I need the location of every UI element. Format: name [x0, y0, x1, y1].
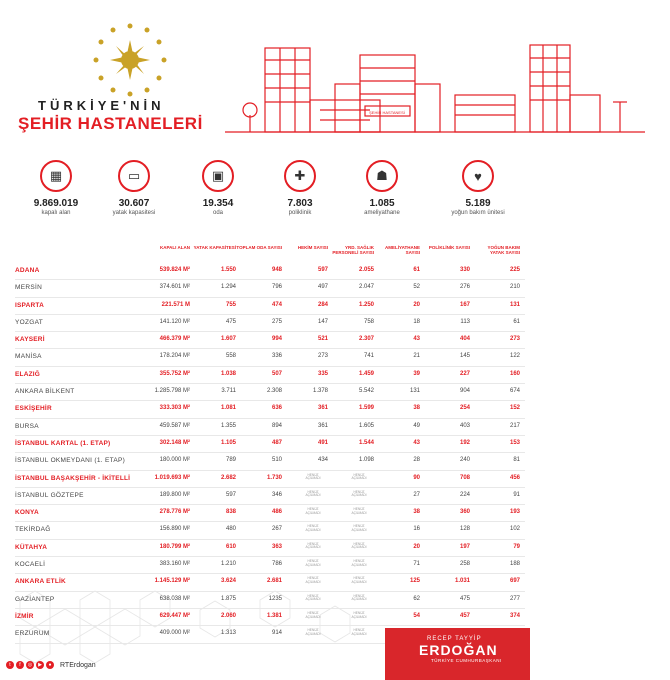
table-cell: 335 [317, 370, 328, 377]
pending-cell: HENÜZ AÇILMADI [351, 593, 367, 602]
table-cell: 1.019.693 M² [154, 474, 190, 481]
social-links [6, 661, 96, 669]
table-cell: 79 [513, 543, 520, 550]
table-cell: 1.081 [220, 405, 236, 412]
table-cell: 610 [225, 543, 236, 550]
pending-cell: HENÜZ AÇILMADI [351, 610, 367, 619]
table-cell: 894 [271, 422, 282, 429]
stat-label: poliklinik [288, 210, 312, 216]
table-cell: 2.682 [220, 474, 236, 481]
table-row [15, 505, 525, 522]
table-cell: 1.378 [312, 388, 328, 395]
table-cell: 1.031 [454, 578, 470, 585]
signature-first-name: RECEP TAYYİP [427, 636, 482, 642]
table-cell: 197 [459, 543, 470, 550]
table-cell: 510 [271, 457, 282, 464]
table-row [15, 349, 525, 366]
table-cell: 638.038 M² [159, 595, 190, 602]
pending-cell: HENÜZ AÇILMADI [351, 559, 367, 567]
table-cell: 224 [459, 491, 470, 498]
table-cell: 457 [459, 612, 470, 619]
table-cell: 3.711 [221, 388, 236, 395]
hospital-name: İSTANBUL GÖZTEPE [15, 491, 84, 499]
table-cell: 188 [509, 561, 520, 568]
table-cell: 28 [413, 457, 420, 464]
twitter-icon[interactable]: t [6, 661, 14, 669]
table-cell: 1.550 [220, 267, 236, 273]
table-cell: 20 [413, 543, 420, 550]
table-cell: 629.447 M² [159, 612, 190, 619]
table-cell: 71 [413, 561, 420, 568]
pending-cell: HENÜZ AÇILMADI [351, 507, 367, 515]
table-cell: 786 [271, 561, 282, 568]
table-row [15, 540, 525, 557]
table-cell: 5.542 [358, 388, 374, 395]
table-cell: 52 [413, 284, 420, 291]
table-cell: 361 [317, 422, 328, 429]
column-header: KAPALI ALAN [160, 245, 190, 250]
table-cell: 456 [509, 474, 520, 481]
table-cell: 404 [459, 336, 470, 343]
facebook-icon[interactable]: f [16, 661, 24, 669]
table-cell: 1.105 [220, 439, 236, 446]
table-cell: 361 [317, 405, 328, 412]
pending-cell: HENÜZ AÇILMADI [305, 559, 321, 567]
table-cell: 383.160 M² [159, 561, 190, 568]
table-row [15, 471, 525, 488]
table-row [15, 315, 525, 332]
table-cell: 333.303 M² [159, 405, 190, 412]
hospital-name: TEKİRDAĞ [15, 526, 51, 534]
table-cell: 1.459 [358, 370, 374, 377]
table-cell: 741 [363, 353, 374, 360]
table-row [15, 367, 525, 384]
column-header: YOĞUN BAKIM YATAK SAYISI [487, 245, 520, 255]
table-cell: 38 [413, 509, 420, 516]
table-cell: 240 [459, 457, 470, 464]
hospital-name: GAZİANTEP [15, 595, 55, 603]
hospital-name: İSTANBUL BAŞAKŞEHİR - İKİTELLİ [15, 474, 131, 482]
table-cell: 1.875 [220, 595, 236, 602]
table-row [15, 263, 525, 280]
table-cell: 1.599 [358, 405, 374, 412]
hospital-name: KONYA [15, 509, 39, 517]
table-cell: 914 [271, 630, 282, 637]
table-cell: 91 [513, 491, 520, 498]
table-cell: 54 [413, 612, 420, 619]
table-cell: 16 [413, 526, 420, 533]
header [0, 0, 670, 150]
table-cell: 838 [225, 509, 236, 516]
table-cell: 507 [271, 370, 282, 377]
table-cell: 2.308 [266, 388, 282, 395]
table-cell: 2.060 [220, 612, 236, 619]
signature [395, 636, 502, 663]
table-cell: 363 [271, 543, 282, 550]
hospital-name: KAYSERİ [15, 336, 45, 344]
hospital-name: ISPARTA [15, 301, 44, 309]
table-row [15, 401, 525, 418]
table-cell: 521 [317, 336, 328, 343]
table-cell: 904 [459, 388, 470, 395]
table-cell: 2.055 [358, 267, 374, 273]
stat-value: 19.354 [202, 198, 234, 209]
building-sign: ŞEHİR HASTANESİ [369, 110, 405, 115]
hospital-name: ANKARA BİLKENT [15, 388, 75, 396]
table-cell: 221.571 M [161, 301, 190, 308]
table-cell: 147 [317, 318, 328, 325]
table-cell: 558 [225, 353, 236, 360]
pending-cell: HENÜZ AÇILMADI [305, 541, 321, 550]
table-cell: 597 [317, 267, 328, 273]
table-cell: 27 [413, 491, 420, 498]
table-cell: 1.210 [220, 561, 236, 568]
stat-value: 30.607 [118, 198, 150, 209]
table-cell: 131 [509, 301, 520, 308]
hospitals-table [15, 245, 525, 644]
table-cell: 278.776 M² [159, 509, 190, 516]
table-cell: 273 [317, 353, 328, 360]
table-cell: 1.607 [220, 336, 236, 343]
pending-cell: HENÜZ AÇILMADI [351, 489, 367, 498]
table-cell: 994 [271, 336, 282, 343]
table-cell: 277 [509, 595, 520, 602]
table-cell: 284 [317, 301, 328, 308]
table-cell: 948 [271, 267, 282, 273]
table-cell: 355.752 M² [159, 370, 190, 377]
room-icon: ▣ [202, 160, 234, 192]
pending-cell: HENÜZ AÇILMADI [351, 576, 367, 584]
table-cell: 336 [271, 353, 282, 360]
pending-cell: HENÜZ AÇILMADI [305, 507, 321, 515]
table-cell: 491 [317, 439, 328, 446]
table-row [15, 280, 525, 297]
table-cell: 475 [225, 318, 236, 325]
table-cell: 273 [509, 336, 520, 343]
table-cell: 708 [459, 474, 470, 481]
table-cell: 758 [363, 318, 374, 325]
bed-icon: ▭ [118, 160, 150, 192]
table-cell: 475 [459, 595, 470, 602]
table-cell: 178.204 M² [159, 353, 190, 360]
table-cell: 674 [509, 388, 520, 395]
table-cell: 486 [271, 509, 282, 516]
hospital-name: KÜTAHYA [15, 543, 48, 551]
stat-label: kapalı alan [41, 210, 71, 216]
table-cell: 122 [509, 353, 520, 360]
table-cell: 1.145.129 M² [154, 578, 190, 585]
table-cell: 1.294 [220, 284, 236, 291]
table-cell: 1.038 [220, 370, 236, 377]
stat-label: ameliyathane [364, 210, 400, 216]
table-cell: 3.624 [220, 578, 236, 585]
hospital-name: KOCAELİ [15, 561, 46, 569]
table-cell: 474 [271, 301, 282, 308]
hospital-name: ERZURUM [15, 630, 50, 638]
pending-cell: HENÜZ AÇILMADI [305, 524, 321, 533]
table-cell: 128 [459, 526, 470, 533]
table-header [15, 245, 525, 263]
table-row [15, 488, 525, 505]
pending-cell: HENÜZ AÇILMADI [351, 628, 367, 636]
table-row [15, 557, 525, 574]
surgery-icon: ☗ [366, 160, 398, 192]
table-cell: 1.250 [358, 301, 374, 308]
periscope-icon[interactable]: ● [46, 661, 54, 669]
table-cell: 1.605 [358, 422, 374, 429]
stat-icu [428, 160, 528, 216]
table-cell: 2.047 [358, 284, 374, 291]
pending-cell: HENÜZ AÇILMADI [305, 610, 321, 619]
table-cell: 39 [413, 370, 420, 377]
instagram-icon[interactable]: ◎ [27, 662, 33, 668]
table-cell: 20 [413, 301, 420, 308]
youtube-icon[interactable]: ▶ [36, 661, 44, 669]
table-cell: 217 [509, 422, 520, 429]
table-cell: 102 [509, 526, 520, 533]
hospital-name: YOZGAT [15, 318, 44, 326]
table-row [15, 332, 525, 349]
table-cell: 21 [413, 353, 420, 360]
page-title-line2: ŞEHİR HASTANELERİ [18, 114, 203, 133]
table-row [15, 522, 525, 539]
table-cell: 145 [459, 353, 470, 360]
table-cell: 276 [459, 284, 470, 291]
stat-value: 1.085 [369, 198, 395, 209]
table-cell: 539.824 M² [159, 267, 190, 273]
pending-cell: HENÜZ AÇILMADI [305, 472, 321, 481]
table-cell: 152 [509, 405, 520, 412]
column-header: HEKİM SAYISI [297, 245, 328, 250]
table-cell: 180.799 M² [159, 543, 190, 550]
pending-cell: HENÜZ AÇILMADI [305, 576, 321, 584]
area-icon: ▦ [40, 160, 72, 192]
table-cell: 43 [413, 336, 420, 343]
table-cell: 1.544 [358, 439, 374, 446]
stat-surgery [332, 160, 432, 216]
table-cell: 597 [225, 491, 236, 498]
presidential-seal-icon [90, 20, 170, 100]
table-cell: 1.730 [266, 474, 282, 481]
hospital-name: İSTANBUL OKMEYDANI (1. ETAP) [15, 457, 126, 465]
stat-label: yatak kapasitesi [112, 210, 156, 216]
pending-cell: HENÜZ AÇILMADI [305, 489, 321, 498]
hospital-name: ADANA [15, 267, 40, 274]
table-cell: 113 [460, 318, 470, 325]
table-cell: 267 [271, 526, 282, 533]
table-cell: 43 [413, 439, 420, 446]
table-cell: 487 [271, 439, 282, 446]
table-cell: 160 [509, 370, 520, 377]
page-title-line1: TÜRKİYE'NİN [38, 98, 165, 113]
table-cell: 125 [409, 578, 420, 585]
stat-label: yoğun bakım ünitesi [451, 210, 505, 216]
table-cell: 459.587 M² [159, 422, 190, 429]
column-header: YRD. SAĞLIK PERSONELİ SAYISI [332, 245, 374, 255]
pending-cell: HENÜZ AÇILMADI [351, 524, 367, 533]
table-cell: 227 [459, 370, 470, 377]
table-cell: 254 [459, 405, 470, 412]
hospital-name: ELAZIĞ [15, 370, 41, 378]
pending-cell: HENÜZ AÇILMADI [305, 628, 321, 636]
table-cell: 192 [459, 439, 470, 446]
table-cell: 2.681 [266, 578, 282, 585]
table-cell: 167 [459, 301, 470, 308]
table-row [15, 574, 525, 591]
signature-last-name: ERDOĞAN [419, 642, 498, 658]
stat-value: 5.189 [465, 198, 491, 209]
stat-value: 7.803 [287, 198, 313, 209]
table-cell: 302.148 M² [159, 439, 190, 446]
stat-value: 9.869.019 [33, 198, 79, 209]
table-cell: 789 [225, 457, 236, 464]
table-cell: 61 [513, 318, 520, 325]
hospital-name: ANKARA ETLİK [15, 578, 66, 586]
table-body [15, 263, 525, 644]
table-cell: 180.000 M² [159, 457, 190, 464]
table-cell: 434 [317, 457, 328, 464]
pending-cell: HENÜZ AÇILMADI [351, 541, 367, 550]
hospital-name: İZMİR [15, 612, 34, 620]
table-cell: 225 [509, 267, 520, 273]
stats-row [0, 160, 670, 230]
social-handle[interactable]: RTErdogan [60, 661, 96, 669]
table-cell: 1.098 [358, 457, 374, 464]
table-cell: 360 [459, 509, 470, 516]
hospital-name: BURSA [15, 422, 39, 430]
table-cell: 346 [271, 491, 282, 498]
table-cell: 480 [225, 526, 236, 533]
column-header: POLİKLİNİK SAYISI [428, 245, 470, 250]
table-row [15, 298, 525, 315]
table-cell: 210 [509, 284, 520, 291]
table-row [15, 609, 525, 626]
table-cell: 81 [513, 457, 520, 464]
table-cell: 1235 [268, 595, 282, 602]
table-cell: 1.313 [220, 630, 236, 637]
table-cell: 193 [509, 509, 520, 516]
table-cell: 156.890 M² [159, 526, 190, 533]
table-cell: 466.379 M² [159, 336, 190, 343]
table-row [15, 419, 525, 436]
table-cell: 796 [271, 284, 282, 291]
table-cell: 374.601 M² [159, 284, 190, 291]
pending-cell: HENÜZ AÇILMADI [351, 472, 367, 481]
pending-cell: HENÜZ AÇILMADI [305, 593, 321, 602]
table-cell: 38 [413, 405, 420, 412]
table-cell: 403 [459, 422, 470, 429]
table-cell: 330 [459, 267, 470, 273]
table-cell: 1.381 [266, 612, 282, 619]
table-cell: 374 [509, 612, 520, 619]
hospital-name: MERSİN [15, 284, 43, 292]
table-row [15, 453, 525, 470]
clinic-icon: ✚ [284, 160, 316, 192]
table-row [15, 384, 525, 401]
hospital-name: ESKİŞEHİR [15, 405, 52, 413]
signature-title: TÜRKİYE CUMHURBAŞKANI [431, 658, 502, 663]
table-cell: 1.355 [220, 422, 236, 429]
table-row [15, 592, 525, 609]
column-header: AMELİYATHANE SAYISI [384, 245, 420, 255]
hospital-name: MANİSA [15, 353, 42, 361]
table-row [15, 436, 525, 453]
table-cell: 636 [271, 405, 282, 412]
column-header: TOPLAM ODA SAYISI [236, 245, 282, 250]
table-cell: 497 [317, 284, 328, 291]
table-cell: 90 [413, 474, 420, 481]
table-cell: 153 [509, 439, 520, 446]
table-cell: 18 [413, 318, 420, 325]
table-cell: 697 [509, 578, 520, 585]
table-cell: 275 [271, 318, 282, 325]
table-cell: 1.285.798 M² [154, 388, 190, 395]
hospital-name: İSTANBUL KARTAL (1. ETAP) [15, 439, 111, 447]
table-cell: 409.000 M² [159, 630, 190, 637]
table-cell: 2.307 [358, 336, 374, 343]
table-cell: 131 [409, 388, 420, 395]
table-cell: 49 [413, 422, 420, 429]
table-cell: 189.800 M² [159, 491, 190, 498]
table-cell: 62 [413, 595, 420, 602]
icu-icon: ♥ [462, 160, 494, 192]
table-cell: 258 [459, 561, 470, 568]
table-cell: 141.120 M² [159, 318, 190, 325]
stat-label: oda [212, 210, 223, 216]
table-cell: 755 [225, 301, 236, 308]
column-header: YATAK KAPASİTESİ [193, 245, 236, 250]
hospital-skyline-illustration [225, 40, 645, 135]
table-cell: 61 [413, 267, 420, 273]
